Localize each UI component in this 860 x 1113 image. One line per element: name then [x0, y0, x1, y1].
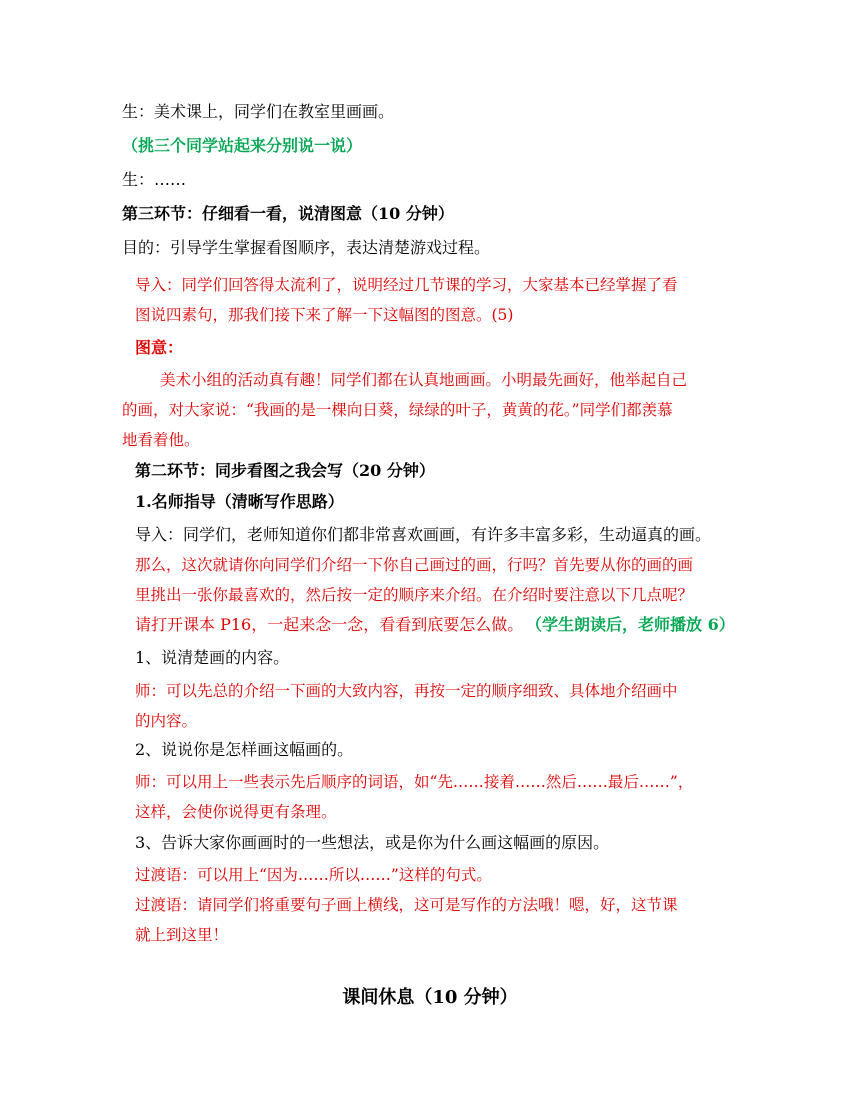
break-section-title: 课间休息（10 分钟） [342, 987, 518, 1008]
section-heading-three: 第三环节：仔细看一看，说清图意（10 分钟） [122, 204, 454, 223]
guide-intro-line-3: 里挑出一张你最喜欢的，然后按一定的顺序来介绍。在介绍时要注意以下几点呢？ [135, 586, 694, 604]
teacher-note-one-line-1: 师：可以先总的介绍一下画的大致内容，再按一定的顺序细致、具体地介绍画中 [135, 682, 678, 700]
guide-intro-line-2: 那么，这次就请你向同学们介绍一下你自己画过的画，行吗？首先要从你的画的画 [135, 556, 694, 574]
transition-line-2a: 过渡语：请同学们将重要句子画上横线，这可是写作的方法哦！嗯，好，这节课 [135, 896, 678, 914]
picture-meaning-line-2: 的画，对大家说：“我画的是一棵向日葵，绿绿的叶子，黄黄的花。”同学们都羡慕 [122, 401, 673, 419]
instruction-note: （挑三个同学站起来分别说一说） [122, 136, 363, 155]
purpose-line: 目的：引导学生掌握看图顺序，表达清楚游戏过程。 [122, 238, 491, 257]
subheading-teacher-guide: 1.名师指导（清晰写作思路） [135, 492, 344, 511]
section-heading-two: 第二环节：同步看图之我会写（20 分钟） [135, 461, 435, 480]
point-two: 2、说说你是怎样画这幅画的。 [135, 740, 354, 759]
guide-intro-line-1: 导入：同学们，老师知道你们都非常喜欢画画，有许多丰富多彩，生动逼真的画。 [135, 525, 712, 544]
student-answer-ellipsis: 生：…… [122, 170, 187, 189]
picture-meaning-line-3: 地看着他。 [122, 431, 200, 449]
teacher-note-one-line-2: 的内容。 [135, 712, 198, 730]
intro-paragraph-line-2: 图说四素句，那我们接下来了解一下这幅图的图意。(5) [135, 306, 514, 324]
transition-line-2b: 就上到这里！ [135, 926, 229, 944]
guide-intro-line-4: 请打开课本 P16，一起来念一念，看看到底要怎么做。 [135, 615, 524, 634]
student-answer-line: 生：美术课上，同学们在教室里画画。 [122, 102, 395, 121]
teacher-note-two-line-1: 师：可以用上一些表示先后顺序的词语，如“先……接着……然后……最后……”， [135, 773, 694, 791]
point-three: 3、告诉大家你画画时的一些想法，或是你为什么画这幅画的原因。 [135, 833, 610, 852]
point-one: 1、说清楚画的内容。 [135, 648, 290, 667]
teacher-note-two-line-2: 这样，会使你说得更有条理。 [135, 803, 337, 821]
picture-meaning-line-1: 美术小组的活动真有趣！同学们都在认真地画画。小明最先画好，他举起自己 [160, 371, 688, 389]
picture-meaning-label: 图意： [135, 338, 184, 357]
intro-paragraph-line-1: 导入：同学们回答得太流利了，说明经过几节课的学习，大家基本已经掌握了看 [135, 276, 678, 294]
transition-line-1: 过渡语：可以用上“因为……所以……”这样的句式。 [135, 866, 492, 884]
teacher-action-note: （学生朗读后，老师播放 6） [526, 615, 735, 634]
